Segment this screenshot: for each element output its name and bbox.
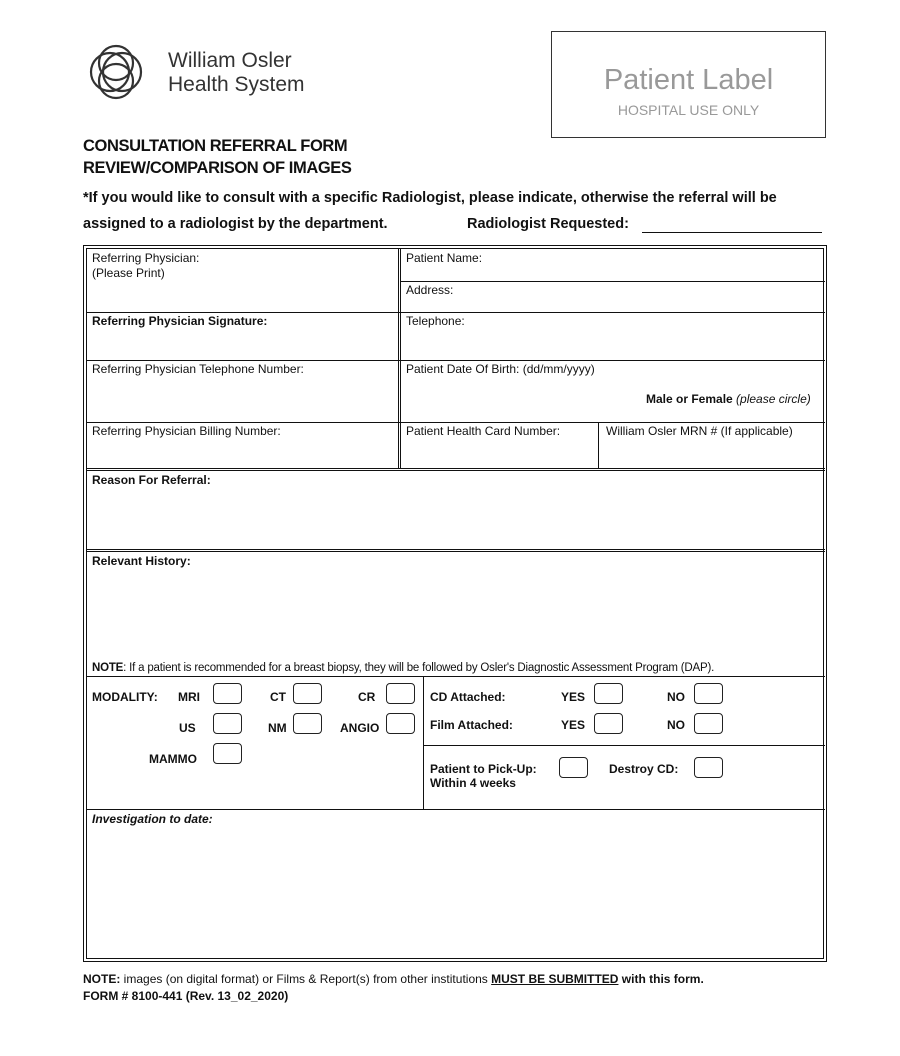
cd-no-checkbox[interactable]: [694, 683, 723, 704]
modality-ct-label: CT: [270, 690, 286, 704]
sex-label: Male or Female (please circle): [646, 392, 811, 406]
organization-name: William Osler Health System: [168, 49, 305, 96]
divider: [87, 422, 825, 423]
modality-angio-label: ANGIO: [340, 721, 380, 735]
form-number: FORM # 8100-441 (Rev. 13_02_2020): [83, 989, 289, 1003]
patient-name-label: Patient Name:: [406, 251, 483, 265]
reason-for-referral-label: Reason For Referral:: [92, 473, 211, 487]
divider: [423, 745, 825, 746]
form-table: [86, 248, 824, 959]
pickup-label: Patient to Pick-Up: Within 4 weeks: [430, 762, 537, 790]
divider: [87, 468, 825, 471]
cd-attached-label: CD Attached:: [430, 690, 506, 704]
divider: [87, 809, 825, 810]
please-print-label: (Please Print): [92, 266, 165, 280]
divider: [423, 676, 424, 809]
patient-label-title: Patient Label: [603, 64, 774, 96]
radiologist-requested-field[interactable]: [642, 232, 822, 233]
divider: [87, 676, 825, 677]
form-title: CONSULTATION REFERRAL FORM REVIEW/COMPARISON OF IMAGES: [83, 137, 352, 177]
film-attached-label: Film Attached:: [430, 718, 513, 732]
divider: [398, 249, 401, 468]
modality-nm-label: NM: [268, 721, 287, 735]
cd-yes-checkbox[interactable]: [594, 683, 623, 704]
investigation-to-date-label: Investigation to date:: [92, 812, 213, 826]
film-no-checkbox[interactable]: [694, 713, 723, 734]
relevant-history-label: Relevant History:: [92, 554, 191, 568]
modality-cr-checkbox[interactable]: [386, 683, 415, 704]
modality-us-checkbox[interactable]: [213, 713, 242, 734]
destroy-cd-label: Destroy CD:: [609, 762, 679, 776]
breast-biopsy-note: NOTE: If a patient is recommended for a breast biopsy, they will be followed by Osler's Diagnostic Assessment Program (DAP).: [92, 662, 715, 674]
modality-mammo-checkbox[interactable]: [213, 743, 242, 764]
modality-mri-label: MRI: [178, 690, 200, 704]
modality-nm-checkbox[interactable]: [293, 713, 322, 734]
film-yes-label: YES: [561, 718, 586, 732]
referring-physician-signature-label: Referring Physician Signature:: [92, 314, 268, 328]
modality-label: MODALITY:: [92, 690, 158, 704]
radiologist-requested-label: Radiologist Requested:: [467, 216, 629, 232]
instruction-line-2: assigned to a radiologist by the department.: [83, 216, 388, 232]
film-yes-checkbox[interactable]: [594, 713, 623, 734]
telephone-label: Telephone:: [406, 314, 465, 328]
patient-dob-label: Patient Date Of Birth: (dd/mm/yyyy): [406, 362, 595, 376]
referring-physician-telephone-label: Referring Physician Telephone Number:: [92, 362, 304, 376]
modality-us-label: US: [179, 721, 196, 735]
patient-label-subtitle: HOSPITAL USE ONLY: [617, 102, 760, 118]
divider: [87, 549, 825, 552]
modality-ct-checkbox[interactable]: [293, 683, 322, 704]
health-card-label: Patient Health Card Number:: [406, 424, 561, 438]
film-no-label: NO: [667, 718, 685, 732]
destroy-cd-checkbox[interactable]: [694, 757, 723, 778]
referring-physician-label: Referring Physician:: [92, 251, 200, 265]
divider: [400, 281, 825, 282]
cd-no-label: NO: [667, 690, 685, 704]
modality-mri-checkbox[interactable]: [213, 683, 242, 704]
william-osler-logo: [88, 44, 168, 104]
instruction-line-1: *If you would like to consult with a specific Radiologist, please indicate, otherwise the referral will be: [83, 190, 777, 206]
divider: [598, 422, 599, 468]
footer-note: NOTE: images (on digital format) or Films & Report(s) from other institutions MUST BE SUBMITTED with this form.: [83, 972, 704, 986]
modality-angio-checkbox[interactable]: [386, 713, 415, 734]
divider: [87, 360, 825, 361]
modality-mammo-label: MAMMO: [149, 752, 197, 766]
cd-yes-label: YES: [561, 690, 586, 704]
address-label: Address:: [406, 283, 454, 297]
modality-cr-label: CR: [358, 690, 376, 704]
divider: [87, 312, 825, 313]
pickup-checkbox[interactable]: [559, 757, 588, 778]
referring-physician-billing-label: Referring Physician Billing Number:: [92, 424, 281, 438]
mrn-label: William Osler MRN # (If applicable): [606, 424, 793, 438]
